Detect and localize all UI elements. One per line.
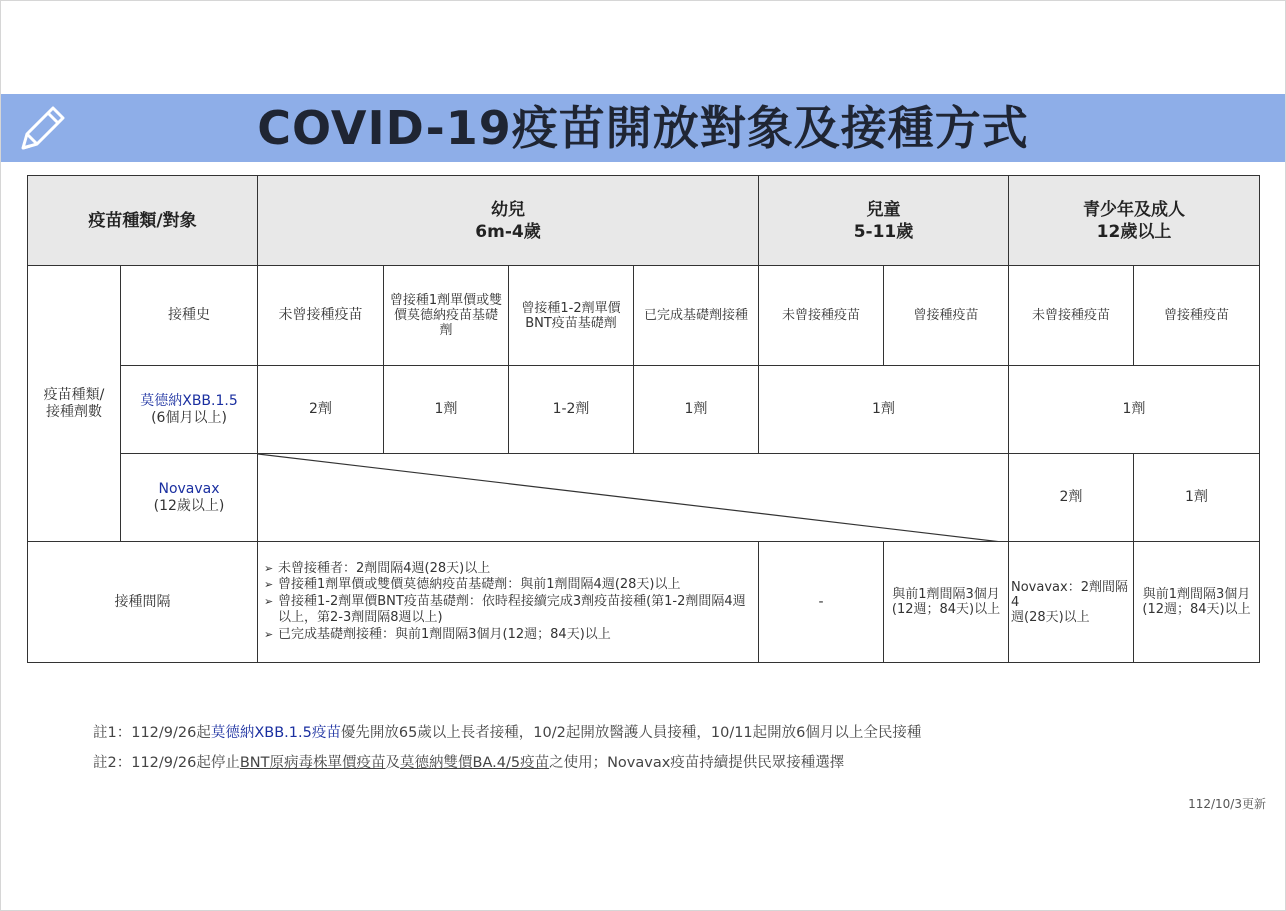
child-group-name: 兒童 bbox=[866, 199, 901, 220]
adult-header bbox=[1008, 175, 1260, 266]
moderna-adult: 1劑 bbox=[1008, 365, 1260, 454]
moderna-infant-none: 2劑 bbox=[257, 365, 384, 454]
vaccine-type-doses-label bbox=[27, 265, 121, 542]
note-1: 註1：112/9/26起莫德納XBB.1.5疫苗優先開放65歲以上長者接種，10/2起開放醫護人員接種，10/11起開放6個月以上全民接種 bbox=[93, 725, 922, 741]
list-item: ➢ 曾接種1-2劑單價BNT疫苗基礎劑：依時程接續完成3劑疫苗接種(第1-2劑間隔4週以上，第2-3劑間隔8週以上) bbox=[264, 594, 754, 627]
moderna-infant-bnt: 1-2劑 bbox=[508, 365, 634, 454]
vaccine-type-label-line2: 接種劑數 bbox=[46, 403, 102, 420]
list-item: ➢ 曾接種1劑單價或雙價莫德納疫苗基礎劑：與前1劑間隔4週(28天)以上 bbox=[264, 577, 754, 594]
novavax-not-applicable bbox=[257, 453, 1009, 542]
history-infant-none: 未曾接種疫苗 bbox=[257, 265, 384, 366]
interval-adult-had: 與前1劑間隔3個月 (12週；84天)以上 bbox=[1133, 541, 1260, 663]
interval-label: 接種間隔 bbox=[27, 541, 258, 663]
history-label: 接種史 bbox=[120, 265, 258, 366]
table-corner-header bbox=[27, 175, 258, 266]
list-item: ➢ 已完成基礎劑接種：與前1劑間隔3個月(12週；84天)以上 bbox=[264, 627, 754, 644]
title-banner bbox=[1, 94, 1285, 162]
history-infant-complete: 已完成基礎劑接種 bbox=[633, 265, 759, 366]
note-2-moderna: 莫德納雙價BA.4/5疫苗 bbox=[400, 755, 550, 771]
adult-group-name: 青少年及成人 bbox=[1083, 199, 1185, 220]
interval-child-had: 與前1劑間隔3個月 (12週；84天)以上 bbox=[883, 541, 1009, 663]
moderna-infant-moderna: 1劑 bbox=[383, 365, 509, 454]
history-child-had: 曾接種疫苗 bbox=[883, 265, 1009, 366]
novavax-name: Novavax bbox=[158, 480, 220, 497]
interval-child-none: - bbox=[758, 541, 884, 663]
history-adult-none: 未曾接種疫苗 bbox=[1008, 265, 1134, 366]
note-1-vaccine: 莫德納XBB.1.5疫苗 bbox=[210, 725, 341, 741]
updated-date: 112/10/3更新 bbox=[1188, 797, 1266, 811]
history-child-none: 未曾接種疫苗 bbox=[758, 265, 884, 366]
history-infant-bnt: 曾接種1-2劑單價 BNT疫苗基礎劑 bbox=[508, 265, 634, 366]
note-2: 註2：112/9/26起停止BNT原病毒株單價疫苗及莫德納雙價BA.4/5疫苗之使用；Novavax疫苗持續提供民眾接種選擇 bbox=[93, 755, 845, 771]
interval-adult-none: Novavax：2劑間隔4 週(28天)以上 bbox=[1008, 541, 1134, 663]
novavax-label bbox=[120, 453, 258, 542]
page-title: COVID-19疫苗開放對象及接種方式 bbox=[257, 101, 1029, 155]
novavax-adult-none: 2劑 bbox=[1008, 453, 1134, 542]
vaccine-table bbox=[27, 175, 1260, 663]
moderna-age: (6個月以上) bbox=[151, 409, 227, 426]
child-header bbox=[758, 175, 1009, 266]
history-adult-had: 曾接種疫苗 bbox=[1133, 265, 1260, 366]
history-infant-moderna: 曾接種1劑單價或雙 價莫德納疫苗基礎 劑 bbox=[383, 265, 509, 366]
interval-infant-list bbox=[264, 561, 754, 644]
interval-infant bbox=[257, 541, 759, 663]
moderna-label bbox=[120, 365, 258, 454]
adult-group-age: 12歲以上 bbox=[1096, 221, 1172, 242]
infant-header bbox=[257, 175, 759, 266]
list-item: ➢ 未曾接種者：2劑間隔4週(28天)以上 bbox=[264, 561, 754, 578]
note-2-bnt: BNT原病毒株單價疫苗 bbox=[239, 755, 386, 771]
infant-group-age: 6m-4歲 bbox=[475, 221, 541, 242]
moderna-infant-complete: 1劑 bbox=[633, 365, 759, 454]
moderna-child: 1劑 bbox=[758, 365, 1009, 454]
diagonal-line bbox=[258, 454, 1010, 543]
child-group-age: 5-11歲 bbox=[853, 221, 914, 242]
infant-group-name: 幼兒 bbox=[491, 199, 525, 220]
corner-label: 疫苗種類/對象 bbox=[88, 210, 197, 231]
moderna-name: 莫德納XBB.1.5 bbox=[140, 392, 238, 409]
novavax-adult-had: 1劑 bbox=[1133, 453, 1260, 542]
novavax-age: (12歲以上) bbox=[153, 497, 225, 514]
vaccine-type-label-line1: 疫苗種類/ bbox=[43, 386, 105, 403]
